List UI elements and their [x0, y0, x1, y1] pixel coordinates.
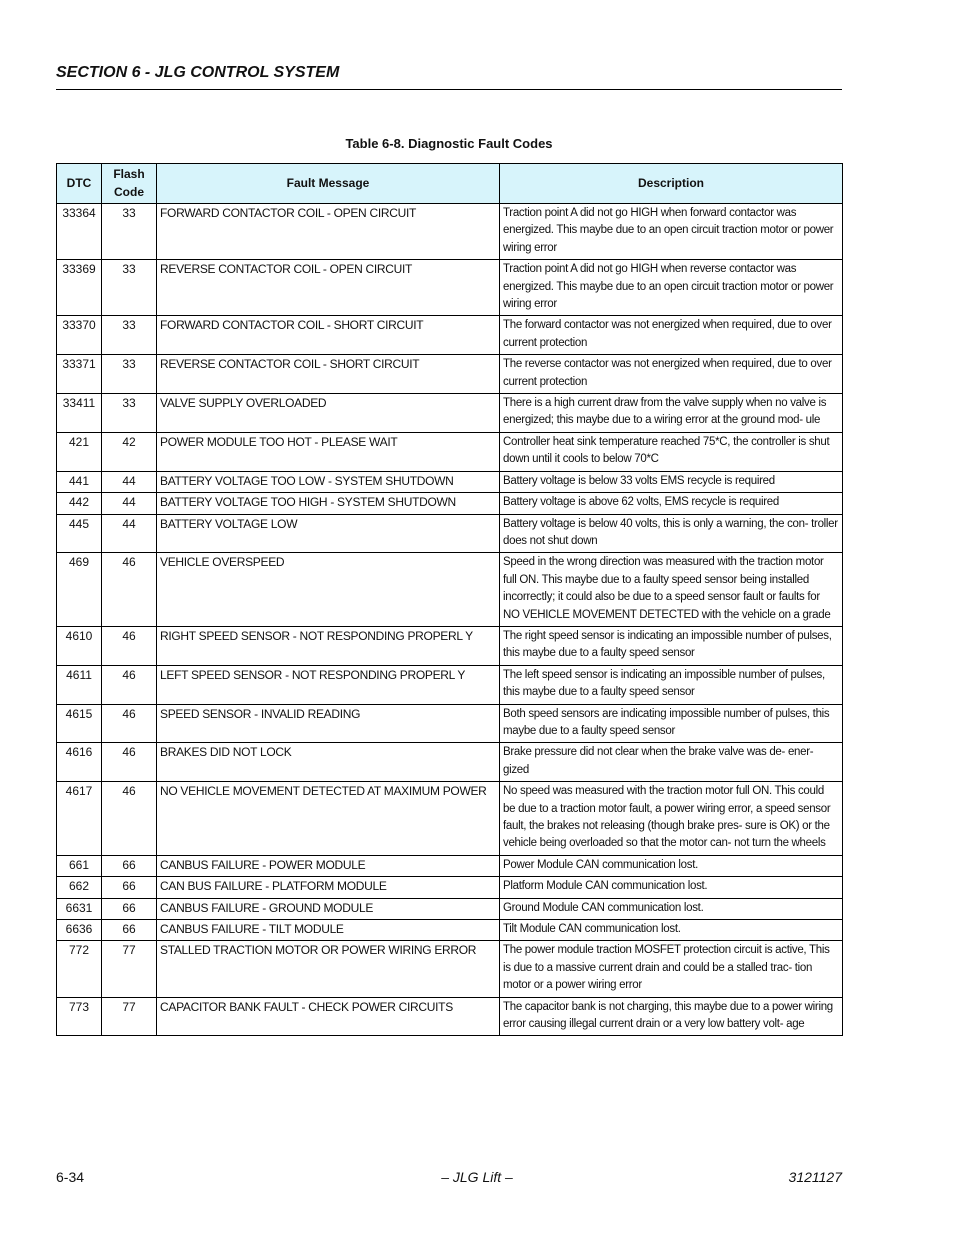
fault-message-cell: NO VEHICLE MOVEMENT DETECTED AT MAXIMUM POWER [157, 782, 500, 856]
description-cell: No speed was measured with the traction motor full ON. This could be due to a traction motor fault, a power wiring error, a speed sensor fault, the brakes not releasing (though brake pres- sure is OK) or the vehicle being overloaded so that the motor can- not turn the wheels [500, 782, 843, 856]
dtc-cell: 445 [57, 514, 102, 553]
table-row [57, 898, 843, 919]
flash-code-cell: 44 [102, 493, 157, 514]
table-row [57, 920, 843, 941]
dtc-cell: 4615 [57, 704, 102, 743]
fault-message-cell: VALVE SUPPLY OVERLOADED [157, 394, 500, 433]
table-row [57, 316, 843, 355]
dtc-cell: 662 [57, 877, 102, 898]
dtc-cell: 4610 [57, 626, 102, 665]
dtc-cell: 772 [57, 941, 102, 997]
fault-message-cell: CANBUS FAILURE - POWER MODULE [157, 855, 500, 876]
description-cell: Speed in the wrong direction was measured with the traction motor full ON. This maybe due to a faulty speed sensor being installed incorrectly; it could also be due to a speed sensor fault or faults for NO VEHICLE MOVEMENT DETECTED with the vehicle on a grade [500, 553, 843, 627]
fault-message-cell: CANBUS FAILURE - GROUND MODULE [157, 898, 500, 919]
column-header-flash-code: Flash Code [102, 164, 157, 204]
flash-code-cell: 42 [102, 432, 157, 471]
table-row [57, 204, 843, 260]
description-cell: The reverse contactor was not energized when required, due to over current protection [500, 355, 843, 394]
table-row [57, 514, 843, 553]
dtc-cell: 661 [57, 855, 102, 876]
fault-message-cell: FORWARD CONTACTOR COIL - OPEN CIRCUIT [157, 204, 500, 260]
description-cell: The right speed sensor is indicating an impossible number of pulses, this maybe due to a faulty speed sensor [500, 626, 843, 665]
flash-code-cell: 46 [102, 704, 157, 743]
flash-code-cell: 33 [102, 204, 157, 260]
flash-code-cell: 46 [102, 665, 157, 704]
flash-code-cell: 33 [102, 260, 157, 316]
table-row [57, 471, 843, 492]
description-cell: Traction point A did not go HIGH when reverse contactor was energized. This maybe due to an open circuit traction motor or power wiring error [500, 260, 843, 316]
description-cell: The capacitor bank is not charging, this maybe due to a power wiring error causing illegal current drain or a very low battery volt- age [500, 997, 843, 1036]
column-header-description: Description [500, 164, 843, 204]
flash-code-cell: 46 [102, 626, 157, 665]
dtc-cell: 442 [57, 493, 102, 514]
section-title: SECTION 6 - JLG CONTROL SYSTEM [56, 64, 340, 81]
footer-publisher: – JLG Lift – [441, 1169, 513, 1185]
dtc-cell: 33370 [57, 316, 102, 355]
description-cell: Battery voltage is above 62 volts, EMS recycle is required [500, 493, 843, 514]
table-body [57, 204, 843, 1036]
description-cell: Tilt Module CAN communication lost. [500, 920, 843, 941]
dtc-cell: 33369 [57, 260, 102, 316]
table-row [57, 941, 843, 997]
dtc-cell: 33411 [57, 394, 102, 433]
table-row [57, 493, 843, 514]
flash-code-cell: 44 [102, 471, 157, 492]
dtc-cell: 469 [57, 553, 102, 627]
fault-message-cell: RIGHT SPEED SENSOR - NOT RESPONDING PROPERL Y [157, 626, 500, 665]
description-cell: Battery voltage is below 33 volts EMS recycle is required [500, 471, 843, 492]
table-row [57, 394, 843, 433]
page-number: 6-34 [56, 1169, 85, 1185]
table-row [57, 432, 843, 471]
dtc-cell: 6631 [57, 898, 102, 919]
flash-code-cell: 46 [102, 782, 157, 856]
description-cell: Brake pressure did not clear when the brake valve was de- ener- gized [500, 743, 843, 782]
table-row [57, 743, 843, 782]
flash-code-cell: 66 [102, 855, 157, 876]
fault-message-cell: SPEED SENSOR - INVALID READING [157, 704, 500, 743]
table-row [57, 704, 843, 743]
description-cell: Battery voltage is below 40 volts, this is only a warning, the con- troller does not shut down [500, 514, 843, 553]
table-row [57, 782, 843, 856]
description-cell: The forward contactor was not energized when required, due to over current protection [500, 316, 843, 355]
description-cell: Platform Module CAN communication lost. [500, 877, 843, 898]
column-header-dtc: DTC [57, 164, 102, 204]
flash-code-cell: 66 [102, 877, 157, 898]
description-cell: Controller heat sink temperature reached 75*C, the controller is shut down until it cools to below 70*C [500, 432, 843, 471]
dtc-cell: 4617 [57, 782, 102, 856]
diagnostic-fault-codes-table [56, 163, 843, 1036]
fault-message-cell: BRAKES DID NOT LOCK [157, 743, 500, 782]
column-header-fault-message: Fault Message [157, 164, 500, 204]
fault-message-cell: BATTERY VOLTAGE LOW [157, 514, 500, 553]
fault-message-cell: FORWARD CONTACTOR COIL - SHORT CIRCUIT [157, 316, 500, 355]
table-row [57, 260, 843, 316]
table-row [57, 665, 843, 704]
dtc-cell: 33364 [57, 204, 102, 260]
table-row [57, 855, 843, 876]
fault-message-cell: VEHICLE OVERSPEED [157, 553, 500, 627]
dtc-cell: 421 [57, 432, 102, 471]
fault-message-cell: REVERSE CONTACTOR COIL - OPEN CIRCUIT [157, 260, 500, 316]
description-cell: Power Module CAN communication lost. [500, 855, 843, 876]
table-row [57, 355, 843, 394]
flash-code-cell: 66 [102, 898, 157, 919]
flash-code-cell: 33 [102, 394, 157, 433]
dtc-cell: 4616 [57, 743, 102, 782]
fault-message-cell: CAN BUS FAILURE - PLATFORM MODULE [157, 877, 500, 898]
flash-code-cell: 44 [102, 514, 157, 553]
flash-code-cell: 66 [102, 920, 157, 941]
dtc-cell: 4611 [57, 665, 102, 704]
fault-message-cell: CAPACITOR BANK FAULT - CHECK POWER CIRCUITS [157, 997, 500, 1036]
fault-message-cell: REVERSE CONTACTOR COIL - SHORT CIRCUIT [157, 355, 500, 394]
table-header-row [57, 164, 843, 204]
table-row [57, 877, 843, 898]
description-cell: Ground Module CAN communication lost. [500, 898, 843, 919]
table-title: Table 6-8. Diagnostic Fault Codes [345, 136, 553, 151]
header-rule [56, 89, 842, 90]
description-cell: There is a high current draw from the valve supply when no valve is energized; this maybe due to a wiring error at the ground mod- ule [500, 394, 843, 433]
flash-code-cell: 77 [102, 997, 157, 1036]
description-cell: The left speed sensor is indicating an impossible number of pulses, this maybe due to a faulty speed sensor [500, 665, 843, 704]
fault-message-cell: CANBUS FAILURE - TILT MODULE [157, 920, 500, 941]
fault-message-cell: LEFT SPEED SENSOR - NOT RESPONDING PROPERL Y [157, 665, 500, 704]
dtc-cell: 441 [57, 471, 102, 492]
flash-code-cell: 77 [102, 941, 157, 997]
flash-code-cell: 46 [102, 553, 157, 627]
description-cell: Both speed sensors are indicating impossible number of pulses, this maybe due to a faulty speed sensor [500, 704, 843, 743]
fault-message-cell: POWER MODULE TOO HOT - PLEASE WAIT [157, 432, 500, 471]
dtc-cell: 6636 [57, 920, 102, 941]
description-cell: The power module traction MOSFET protection circuit is active, This is due to a massive current drain and could be a stalled trac- tion motor or a power wiring error [500, 941, 843, 997]
fault-message-cell: BATTERY VOLTAGE TOO LOW - SYSTEM SHUTDOWN [157, 471, 500, 492]
fault-message-cell: BATTERY VOLTAGE TOO HIGH - SYSTEM SHUTDOWN [157, 493, 500, 514]
flash-code-cell: 46 [102, 743, 157, 782]
fault-message-cell: STALLED TRACTION MOTOR OR POWER WIRING ERROR [157, 941, 500, 997]
dtc-cell: 33371 [57, 355, 102, 394]
table-row [57, 997, 843, 1036]
flash-code-cell: 33 [102, 316, 157, 355]
dtc-cell: 773 [57, 997, 102, 1036]
description-cell: Traction point A did not go HIGH when forward contactor was energized. This maybe due to an open circuit traction motor or power wiring error [500, 204, 843, 260]
flash-code-cell: 33 [102, 355, 157, 394]
table-row [57, 553, 843, 627]
document-number: 3121127 [788, 1169, 842, 1185]
table-row [57, 626, 843, 665]
